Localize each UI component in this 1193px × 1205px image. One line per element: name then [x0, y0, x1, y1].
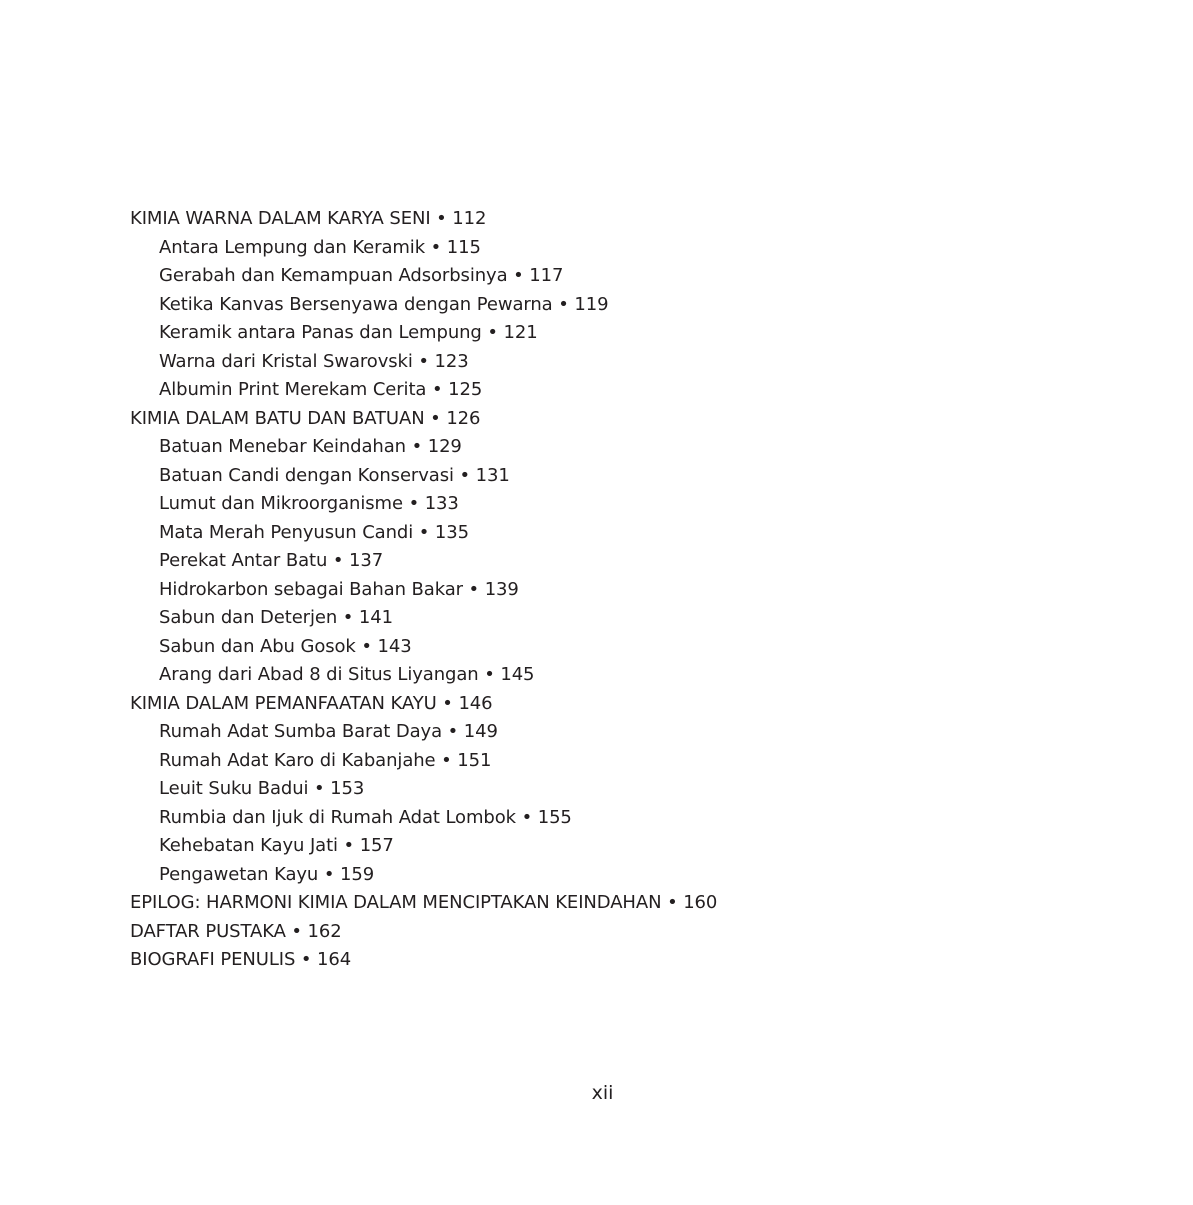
- toc-subentry: Keramik antara Panas dan Lempung • 121: [159, 322, 538, 343]
- toc-subentry: Arang dari Abad 8 di Situs Liyangan • 145: [159, 664, 535, 685]
- toc-subentry: Sabun dan Deterjen • 141: [159, 607, 393, 628]
- toc-chapter: KIMIA WARNA DALAM KARYA SENI • 112: [130, 208, 487, 229]
- toc-subentry: Gerabah dan Kemampuan Adsorbsinya • 117: [159, 265, 564, 286]
- toc-subentry: Rumah Adat Sumba Barat Daya • 149: [159, 721, 498, 742]
- toc-subentry: Perekat Antar Batu • 137: [159, 550, 384, 571]
- toc-subentry: Ketika Kanvas Bersenyawa dengan Pewarna • 119: [159, 293, 609, 315]
- toc-subentry: Rumbia dan Ijuk di Rumah Adat Lombok • 155: [159, 806, 572, 828]
- toc-subentry: Batuan Menebar Keindahan • 129: [159, 436, 462, 457]
- toc-chapter: KIMIA DALAM PEMANFAATAN KAYU • 146: [130, 692, 493, 714]
- toc-subentry: Lumut dan Mikroorganisme • 133: [159, 493, 459, 514]
- toc-subentry: Pengawetan Kayu • 159: [159, 863, 375, 885]
- table-of-contents: [130, 205, 717, 975]
- toc-chapter: KIMIA DALAM BATU DAN BATUAN • 126: [130, 407, 481, 429]
- toc-chapter: BIOGRAFI PENULIS • 164: [130, 949, 352, 970]
- toc-subentry: Kehebatan Kayu Jati • 157: [159, 835, 394, 856]
- page-number: xii: [591, 1082, 614, 1104]
- toc-subentry: Sabun dan Abu Gosok • 143: [159, 635, 412, 657]
- toc-subentry: Warna dari Kristal Swarovski • 123: [159, 350, 469, 372]
- toc-chapter: DAFTAR PUSTAKA • 162: [130, 920, 342, 942]
- toc-subentry: Rumah Adat Karo di Kabanjahe • 151: [159, 749, 492, 771]
- toc-chapter: EPILOG: HARMONI KIMIA DALAM MENCIPTAKAN KEINDAHAN • 160: [130, 892, 718, 913]
- toc-subentry: Albumin Print Merekam Cerita • 125: [159, 379, 483, 400]
- toc-subentry: Hidrokarbon sebagai Bahan Bakar • 139: [159, 578, 519, 600]
- toc-subentry: Mata Merah Penyusun Candi • 135: [159, 521, 469, 543]
- toc-subentry: Antara Lempung dan Keramik • 115: [159, 236, 481, 258]
- toc-subentry: Batuan Candi dengan Konservasi • 131: [159, 464, 510, 486]
- toc-subentry: Leuit Suku Badui • 153: [159, 778, 365, 799]
